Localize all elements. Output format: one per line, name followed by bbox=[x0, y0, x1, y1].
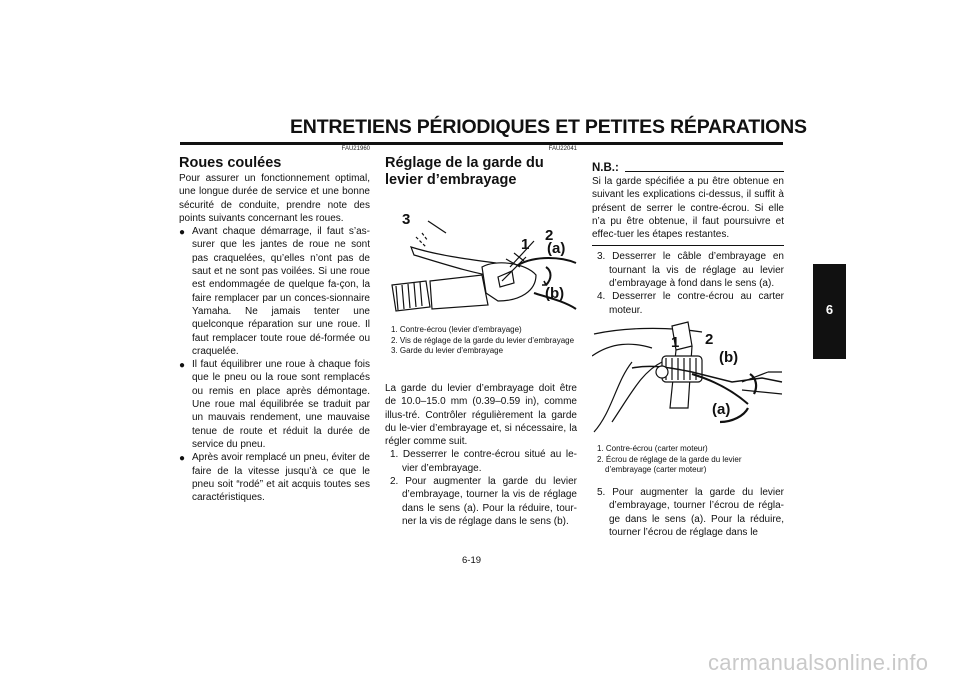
list-item bbox=[179, 358, 370, 451]
figure-label-a: (a) bbox=[712, 401, 731, 418]
nb-block bbox=[592, 162, 784, 317]
figure-label-3: 3 bbox=[402, 211, 411, 228]
left-column bbox=[179, 146, 370, 504]
section-title-roues: Roues coulées bbox=[179, 155, 282, 171]
figure-captions-engine bbox=[597, 444, 784, 476]
bullet-text: Il faut équilibrer une roue à chaque fois que le pneu ou la roue sont remplacés ou remis en place après démontage. Une roue mal équilibrée se traduit par un mauvais rendement, une mauvaise tenue de route et réduit la durée de service du pneu. bbox=[192, 359, 370, 450]
figure-label-2: 2 bbox=[705, 331, 714, 348]
engine-case-illustration bbox=[592, 312, 784, 434]
header-rule bbox=[180, 142, 783, 145]
nb-text: Si la garde spécifiée a pu être obtenue en suivant les explications ci-dessus, il suffit à présent de serrer le contre-écrou. Si elle n’a pu être obtenue, il faut poursuivre et effec-tuer les étapes restantes. bbox=[592, 176, 784, 241]
watermark: carmanualsonline.info bbox=[708, 650, 929, 675]
nb-heading-row bbox=[592, 162, 784, 174]
intro-paragraph: Pour assurer un fonctionnement optimal, une longue durée de service et une bonne sécurité de conduite, prendre note des points suivants concernant les roues. bbox=[179, 173, 370, 224]
figure-label-2: 2 bbox=[545, 227, 554, 244]
step-item: 2. Pour augmenter la garde du levier d’embrayage, tourner la vis de réglage dans le sens (a). Pour la réduire, tour-ner la vis de réglage dans le sens (b). bbox=[390, 476, 577, 527]
caption-item: 1. Contre-écrou (levier d’embrayage) bbox=[391, 325, 522, 334]
middle-body bbox=[385, 382, 577, 528]
caption-item: 2. Vis de réglage de la garde du levier d’embrayage bbox=[391, 335, 575, 345]
steps-3-4 bbox=[592, 250, 784, 316]
bullet-icon: ● bbox=[179, 360, 186, 372]
figure-label-1: 1 bbox=[671, 334, 680, 351]
caption-item: 1. Contre-écrou (carter moteur) bbox=[597, 444, 708, 453]
middle-column bbox=[385, 146, 577, 189]
caption-item: 2. Écrou de réglage de la garde du levier d’embrayage (carter moteur) bbox=[597, 454, 742, 474]
bullet-text: Avant chaque démarrage, il faut s’as-surer que les jantes de roue ne sont pas craquelées, qu’elles n’ont pas de saut et ne sont pas voilées. Si une roue est endommagée de quelque fa-çon, la faire remplacer par un conces-sionnaire Yamaha. Ne jamais tenter une quelconque réparation sur une roue. Il faut remplacer toute roue dé-formée ou craquelée. bbox=[192, 226, 370, 357]
step-item: 1. Desserrer le contre-écrou situé au le-vier d’embrayage. bbox=[390, 449, 577, 474]
bullet-text: Après avoir remplacé un pneu, éviter de faire de la vitesse jusqu’à ce que le pneu soit “rodé” et ait acquis toutes ses caractéristiques. bbox=[192, 452, 370, 504]
nb-title: N.B.: bbox=[592, 162, 619, 174]
list-item bbox=[179, 225, 370, 358]
step-5-block bbox=[592, 486, 784, 539]
bullet-icon: ● bbox=[179, 453, 186, 465]
step-item: 3. Desserrer le câble d’embrayage en tournant la vis de réglage au levier d’embrayage à fond dans le sens (a). bbox=[597, 251, 784, 290]
figure-label-a: (a) bbox=[547, 240, 566, 257]
page-header-title: ENTRETIENS PÉRIODIQUES ET PETITES RÉPARATIONS bbox=[290, 116, 807, 138]
page-number: 6-19 bbox=[462, 555, 482, 566]
bullet-icon: ● bbox=[179, 227, 186, 239]
section-code: FAU22041 bbox=[548, 146, 577, 152]
figure-label-b: (b) bbox=[545, 285, 565, 302]
nb-rule bbox=[625, 171, 784, 172]
chapter-tab-number: 6 bbox=[825, 302, 834, 317]
figure-label-1: 1 bbox=[521, 236, 530, 253]
garde-paragraph: La garde du levier d’embrayage doit être de 10.0–15.0 mm (0.39–0.59 in), comme illus-tré. Contrôler régulièrement la garde du le-vier d’embrayage et, si nécessaire, la régler comme suit. bbox=[385, 383, 577, 448]
caption-item: 3. Garde du levier d’embrayage bbox=[391, 346, 504, 355]
chapter-tab bbox=[813, 264, 846, 359]
nb-bottom-rule bbox=[592, 245, 784, 246]
section-code: FAU21960 bbox=[341, 146, 370, 152]
bullet-list bbox=[179, 225, 370, 504]
step-item: 5. Pour augmenter la garde du levier d’embrayage, tourner l’écrou de régla-ge dans le sens (a). Pour la réduire, tourner l’écrou de réglage dans le bbox=[597, 487, 784, 538]
figure-captions-lever bbox=[391, 325, 577, 357]
list-item bbox=[179, 451, 370, 504]
figure-label-b: (b) bbox=[719, 349, 739, 366]
section-title-embrayage: Réglage de la garde du levier d’embrayage bbox=[385, 155, 544, 188]
step-item: 4. Desserrer le contre-écrou au carter moteur. bbox=[597, 291, 784, 316]
